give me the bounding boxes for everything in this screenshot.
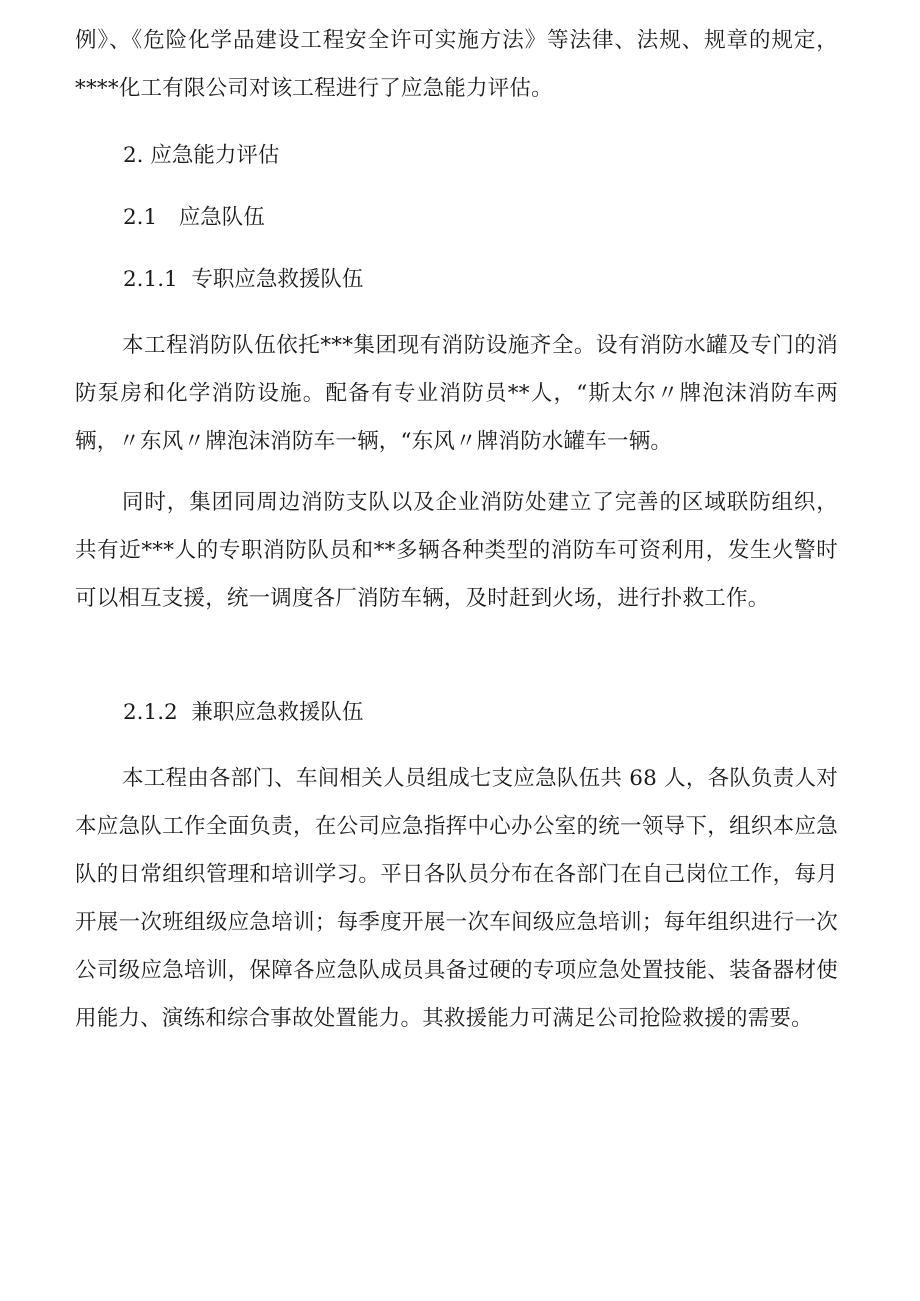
intro-paragraph: 例》、《危险化学品建设工程安全许可实施方法》等法律、法规、规章的规定，****化工有限公司对该工程进行了应急能力评估。: [75, 28, 838, 101]
section-2-1-1-paragraph-1: 本工程消防队伍依托***集团现有消防设施齐全。设有消防水罐及专门的消防泵房和化学消防设施。配备有专业消防员**人，“斯太尔〃牌泡沫消防车两辆，〃东风〃牌泡沫消防车一辆，“东风〃牌消防水罐车一辆。: [75, 333, 838, 454]
section-2-1-1-heading: 2.1.1 专职应急救援队伍: [123, 267, 364, 292]
section-2-1-heading: 2.1 应急队伍: [123, 205, 265, 230]
section-2-1-2-heading: 2.1.2 兼职应急救援队伍: [123, 700, 364, 725]
section-2-heading: 2. 应急能力评估: [123, 143, 280, 168]
section-2-1-2-paragraph-1: 本工程由各部门、车间相关人员组成七支应急队伍共 68 人，各队负责人对本应急队工作全面负责，在公司应急指挥中心办公室的统一领导下，组织本应急队的日常组织管理和培训学习。平日各队员分布在各部门在自己岗位工作，每月开展一次班组级应急培训；每季度开展一次车间级应急培训；每年组织进行一次公司级应急培训，保障各应急队成员具备过硬的专项应急处置技能、装备器材使用能力、演练和综合事故处置能力。其救援能力可满足公司抢险救援的需要。: [75, 766, 838, 1031]
section-2-1-1-paragraph-2: 同时，集团同周边消防支队以及企业消防处建立了完善的区域联防组织，共有近***人的专职消防队员和**多辆各种类型的消防车可资利用，发生火警时可以相互支援，统一调度各厂消防车辆，及时赶到火场，进行扑救工作。: [75, 490, 838, 611]
